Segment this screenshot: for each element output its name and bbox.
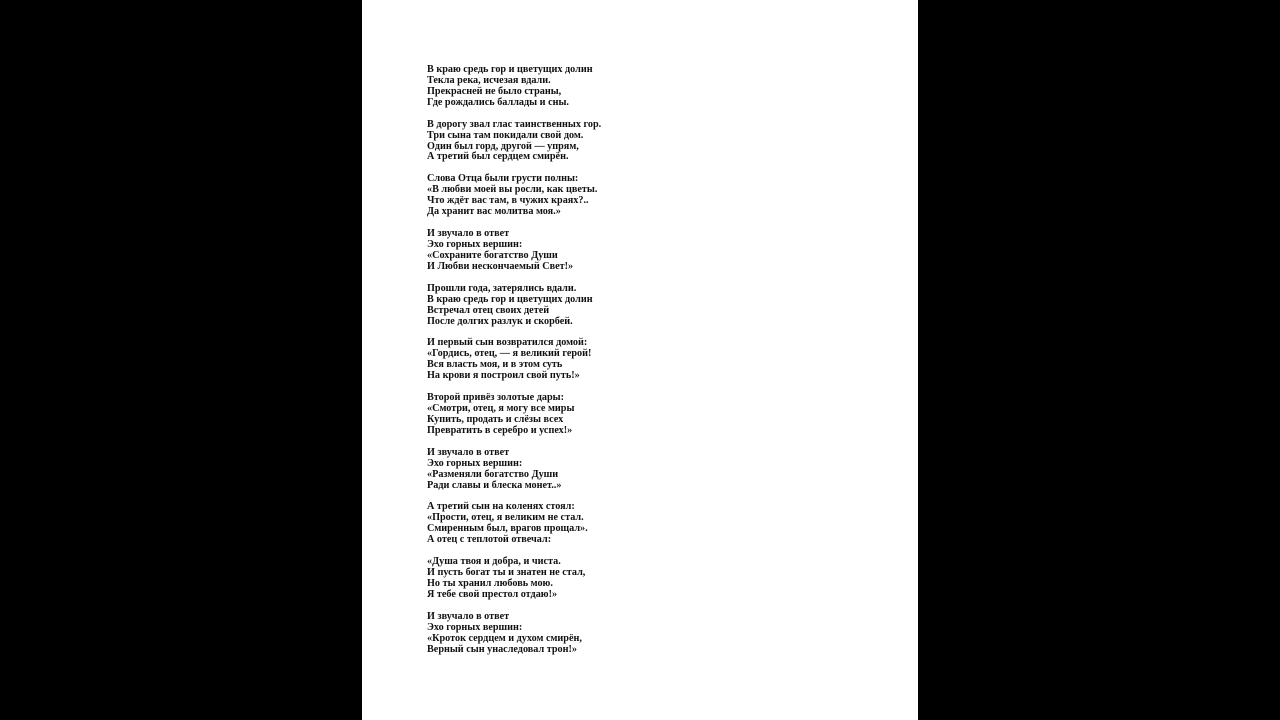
poem-line: Я тебе свой престол отдаю!» xyxy=(427,588,558,600)
poem-stanza xyxy=(427,448,887,492)
poem-line: В дорогу звал глас таинственных гор. xyxy=(427,118,602,130)
poem-line: Прошли года, затерялись вдали. xyxy=(427,282,577,294)
poem-line: Что ждёт вас там, в чужих краях?.. xyxy=(427,195,589,207)
poem-line: «Душа твоя и добра, и чиста. xyxy=(427,556,561,568)
poem-line: Да хранит вас молитва моя.» xyxy=(427,206,561,218)
poem-line: «Смотри, отец, я могу все миры xyxy=(427,402,575,414)
poem-line: Прекрасней не было страны, xyxy=(427,85,562,97)
poem-line: «Сохраните богатство Души xyxy=(427,249,558,261)
poem-stanza xyxy=(427,284,887,328)
poem-line: И звучало в ответ xyxy=(427,446,510,458)
poem-line: «Разменяли богатство Души xyxy=(427,468,559,480)
poem-line: В краю средь гор и цветущих долин xyxy=(427,293,593,305)
poem-line: Три сына там покидали свой дом. xyxy=(427,129,584,141)
poem-stanza xyxy=(427,174,887,218)
poem-line: А третий сын на коленях стоял: xyxy=(427,501,575,513)
poem-line: Ради славы и блеска монет..» xyxy=(427,479,562,491)
poem-line: Купить, продать и слёзы всех xyxy=(427,413,564,425)
poem-line: И звучало в ответ xyxy=(427,228,510,240)
poem-stanza xyxy=(427,120,887,164)
poem-line: Встречал отец своих детей xyxy=(427,304,550,316)
poem-stanza xyxy=(427,557,887,601)
poem-line: Где рождались баллады и сны. xyxy=(427,96,569,108)
poem-line: Смиренным был, врагов прощал». xyxy=(427,523,588,535)
poem-line: Один был горд, другой — упрям, xyxy=(427,140,579,152)
poem-line: Эхо горных вершин: xyxy=(427,238,523,250)
poem-line: Эхо горных вершин: xyxy=(427,621,523,633)
poem-stanza xyxy=(427,612,887,656)
poem-stanza xyxy=(427,338,887,382)
poem-line: Но ты хранил любовь мою. xyxy=(427,577,553,589)
poem-line: «Гордись, отец, — я великий герой! xyxy=(427,348,592,360)
poem-line: «Кроток сердцем и духом смирён, xyxy=(427,632,582,644)
poem-line: В краю средь гор и цветущих долин xyxy=(427,64,593,75)
document-page xyxy=(362,0,918,720)
poem-stanza xyxy=(427,502,887,546)
poem-line: И звучало в ответ xyxy=(427,610,510,622)
poem-line: Слова Отца были грусти полны: xyxy=(427,173,579,185)
poem-line: На крови я построил свой путь!» xyxy=(427,370,580,382)
poem-line: И Любви нескончаемый Свет!» xyxy=(427,260,574,272)
poem-line: А третий был сердцем смирён. xyxy=(427,151,569,163)
poem-line: Верный сын унаследовал трон!» xyxy=(427,643,577,655)
poem-stanza xyxy=(427,393,887,437)
poem-line: После долгих разлук и скорбей. xyxy=(427,315,573,327)
poem-line: Второй привёз золотые дары: xyxy=(427,392,564,404)
poem-stanza xyxy=(427,65,887,109)
poem-line: «В любви моей вы росли, как цветы. xyxy=(427,184,598,196)
poem-line: Вся власть моя, и в этом суть xyxy=(427,359,563,371)
poem-text xyxy=(427,65,887,655)
poem-line: Текла река, исчезая вдали. xyxy=(427,74,551,86)
poem-line: Превратить в серебро и успех!» xyxy=(427,424,573,436)
poem-line: Эхо горных вершин: xyxy=(427,457,523,469)
poem-stanza xyxy=(427,229,887,273)
poem-line: «Прости, отец, я великим не стал. xyxy=(427,512,584,524)
poem-line: А отец с теплотой отвечал: xyxy=(427,534,552,546)
poem-line: И первый сын возвратился домой: xyxy=(427,337,588,349)
poem-line: И пусть богат ты и знатен не стал, xyxy=(427,566,586,578)
